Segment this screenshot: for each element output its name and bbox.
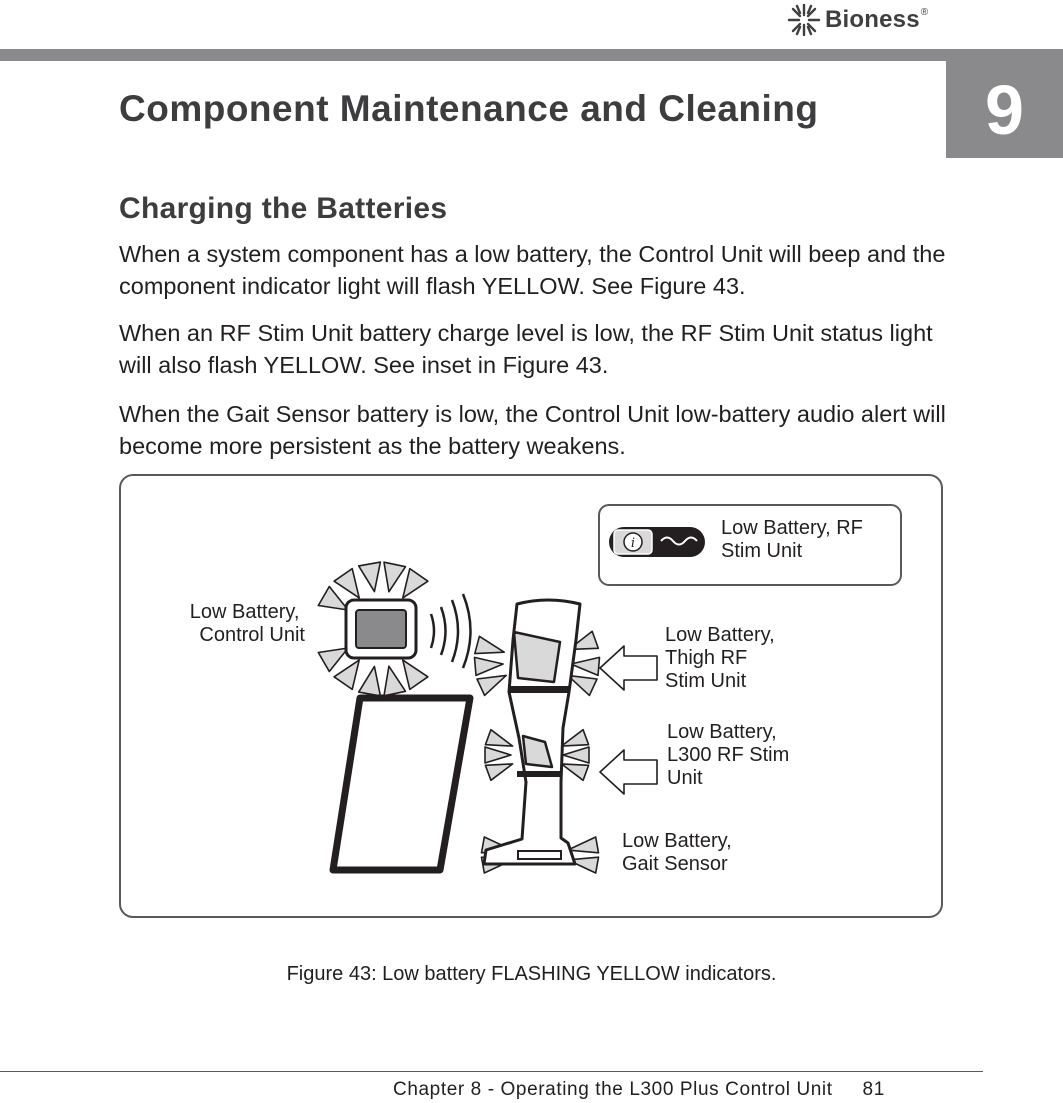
l300-unit-flash-ray: [485, 730, 512, 746]
page-title: Component Maintenance and Cleaning: [119, 88, 819, 129]
section-title: Charging the Batteries: [119, 192, 448, 225]
control-unit-flash-ray: [384, 666, 406, 696]
l300-unit-flash-ray: [561, 764, 588, 780]
control-unit-flash-ray: [318, 587, 348, 611]
control-unit-flash-ray: [403, 569, 428, 598]
control-unit-flash-ray: [384, 562, 406, 592]
l300-unit-flash-ray: [485, 747, 511, 763]
control-unit-flash-ray: [359, 562, 381, 592]
l300-unit-flash-ray: [563, 747, 589, 763]
l300-pointer-arrow: [600, 750, 657, 794]
footer-rule: [0, 1071, 983, 1072]
thigh-unit-flash-ray: [571, 657, 600, 675]
control-unit-flash-ray: [318, 648, 348, 672]
registered-mark: ®: [920, 6, 929, 18]
footer-chapter-text: Chapter 8 - Operating the L300 Plus Control Unit: [393, 1079, 833, 1100]
l300-rf-stim-label: Low Battery, L300 RF Stim Unit: [667, 721, 790, 789]
control-unit-flash-ray: [359, 666, 381, 696]
paragraph-gait-sensor-alert: When the Gait Sensor battery is low, the Control Unit low-battery audio alert will become more persistent as the battery weakens.: [119, 401, 946, 459]
figure-caption: Figure 43: Low battery FLASHING YELLOW indicators.: [286, 963, 777, 985]
thigh-unit-flash-ray: [477, 675, 506, 695]
chapter-tab: 9: [946, 61, 1063, 158]
info-symbol: i: [630, 536, 636, 551]
thigh-unit-flash-ray: [475, 636, 504, 653]
control-unit: [333, 600, 470, 870]
paragraph-low-battery-beep: When a system component has a low battery, the Control Unit will beep and the component indicator light will flash YELLOW. See Figure 43.: [119, 241, 946, 299]
l300-unit-flash-ray: [561, 730, 588, 746]
gait-sensor-flash-ray: [568, 837, 599, 853]
control-unit-flash-ray: [403, 660, 428, 689]
paragraph-rf-stim-status: When an RF Stim Unit battery charge level is low, the RF Stim Unit status light will also flash YELLOW. See inset in Figure 43.: [119, 320, 933, 378]
page-number: 81: [862, 1079, 885, 1100]
rf-stim-unit-icon: [609, 527, 705, 557]
page-footer: [393, 1079, 885, 1101]
sound-waves-icon: [431, 594, 471, 668]
control-unit-label: Low Battery, Control Unit: [189, 601, 305, 646]
gait-sensor-label: Low Battery, Gait Sensor: [622, 830, 732, 875]
thigh-pointer-arrow: [600, 646, 657, 690]
l300-unit-flash-ray: [485, 764, 512, 780]
rf-stim-label: Low Battery, RF Stim Unit: [721, 517, 863, 562]
gait-sensor: [518, 851, 561, 859]
thigh-unit-flash-ray: [475, 657, 504, 675]
control-unit-flash-ray: [334, 569, 359, 598]
thigh-rf-stim-label: Low Battery, Thigh RF Stim Unit: [665, 624, 775, 692]
brand-name: Bioness: [825, 6, 920, 33]
control-unit-flash-ray: [334, 660, 359, 689]
